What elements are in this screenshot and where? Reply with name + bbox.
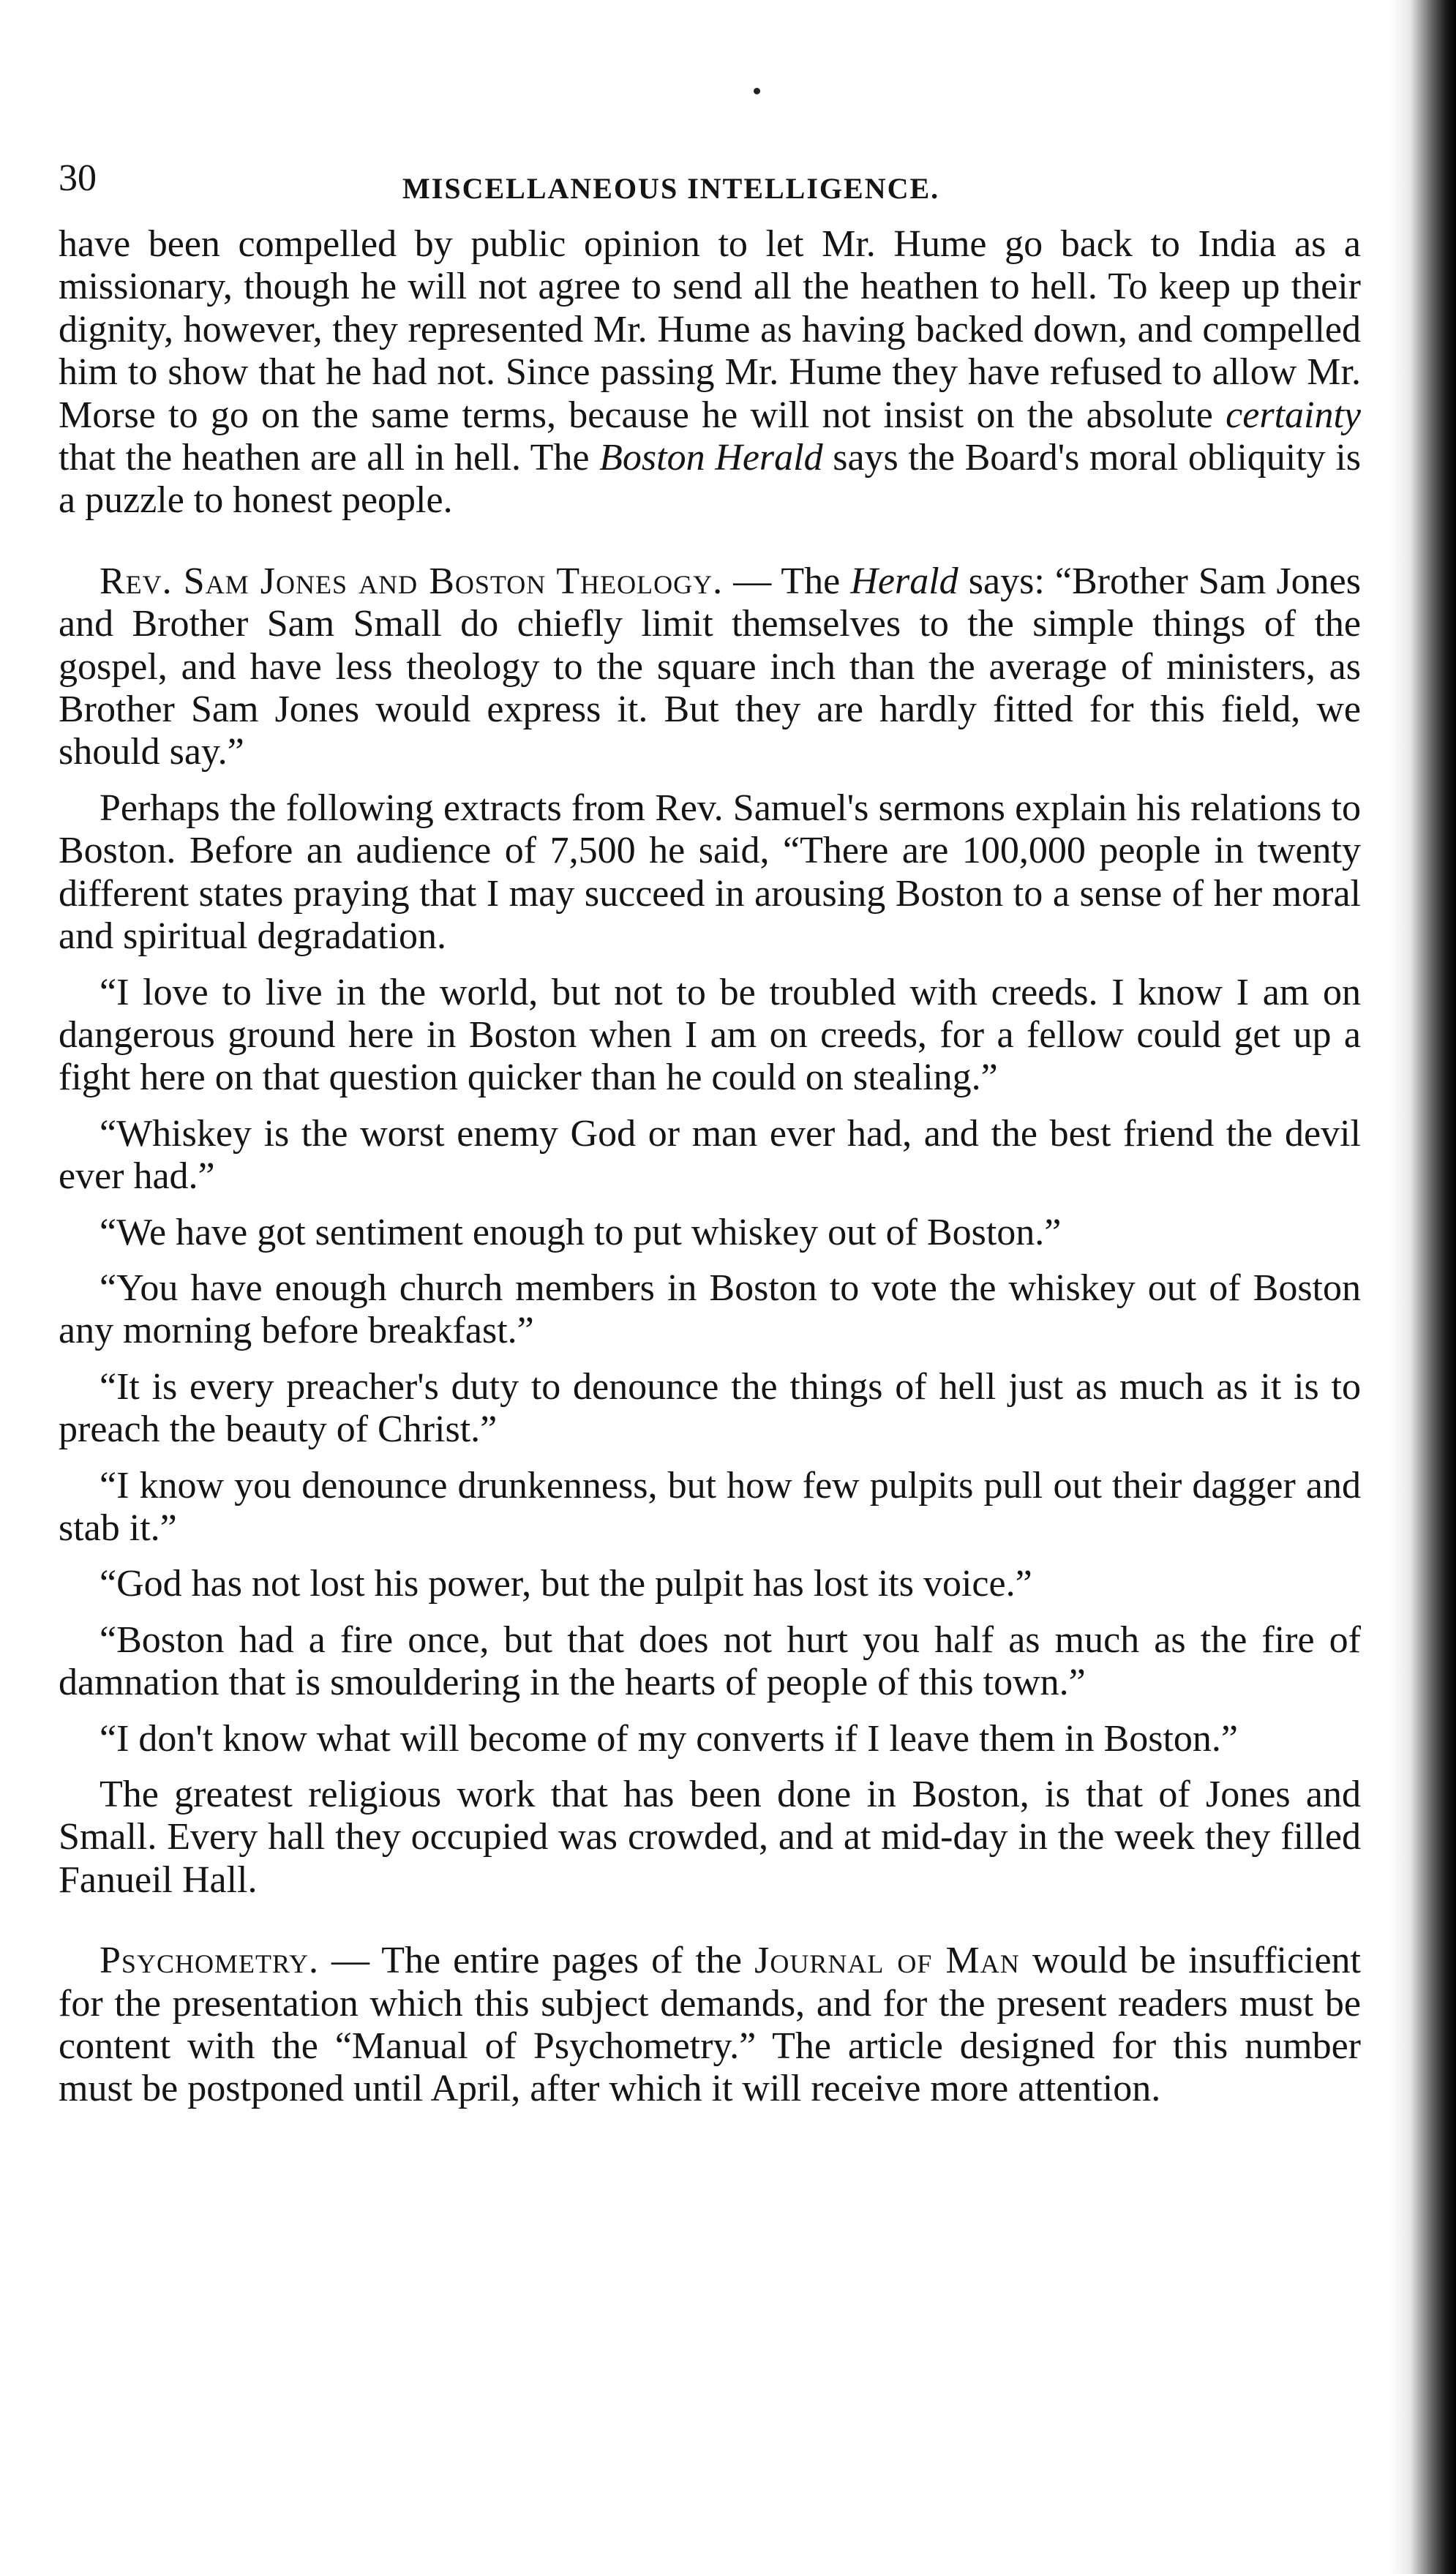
section-psychometry-text-b: would be insufficient for the presentation which this subject demands, and for the present readers must be content with the “Manual of Psychometry.” The article designed for this number must be postponed until April, after which it will receive more attention. bbox=[59, 1940, 1362, 2110]
section-psychometry bbox=[59, 1940, 1361, 2111]
running-title: MISCELLANEOUS INTELLIGENCE. bbox=[402, 172, 940, 205]
sermon-quote: “I love to live in the world, but not to be troubled with creeds. I know I am on dangerous ground here in Boston when I am on creeds, for a fellow could get up a fight here on that question quicker than he could on stealing.” bbox=[59, 971, 1361, 1099]
sermon-quote: “We have got sentiment enough to put whiskey out of Boston.” bbox=[100, 1211, 1062, 1253]
paragraph-board-text-c: says the Board's moral obliquity is a puzzle to honest people. bbox=[59, 437, 1362, 522]
section-heading-sam-jones: Rev. Sam Jones and Boston Theology. bbox=[100, 560, 724, 602]
section-sam-jones-text-a: — The bbox=[723, 560, 851, 602]
journal-title: Journal of Man bbox=[754, 1940, 1020, 1982]
scanned-page-edge bbox=[1390, 0, 1456, 2574]
sermon-quote: “It is every preacher's duty to denounce the things of hell just as much as it is to preach the beauty of Christ.” bbox=[59, 1365, 1361, 1451]
page-content bbox=[59, 157, 1361, 2111]
sermon-quote: “Boston had a fire once, but that does not hurt you half as much as the fire of damnation that is smouldering in the hearts of people of this town.” bbox=[59, 1618, 1361, 1704]
sermon-quote: “God has not lost his power, but the pulpit has lost its voice.” bbox=[100, 1563, 1032, 1605]
sermon-quote: “Whiskey is the worst enemy God or man ever had, and the best friend the devil ever had.” bbox=[59, 1112, 1361, 1198]
paragraph-board-text-a: have been compelled by public opinion to let Mr. Hume go back to India as a missionary, though he will not agree to send all the heathen to hell. To keep up their dignity, however, they represented Mr. Hume as having backed down, and compelled him to show that he had not. Since passing Mr. Hume they have refused to allow Mr. Morse to go on the same terms, because he will not insist on the absolute bbox=[59, 223, 1361, 436]
paragraph-board bbox=[59, 223, 1361, 522]
page-number: 30 bbox=[59, 157, 97, 199]
emphasis-boston-herald: Boston Herald bbox=[599, 437, 823, 479]
section-psychometry-text-a: — The entire pages of the bbox=[318, 1940, 755, 1982]
paragraph-greatest-work: The greatest religious work that has been done in Boston, is that of Jones and Small. Every hall they occupied was crowded, and at mid-day in the week they filled Fanueil Hall. bbox=[59, 1774, 1361, 1901]
sermon-quote: “You have enough church members in Boston to vote the whiskey out of Boston any morning before breakfast.” bbox=[59, 1267, 1361, 1352]
section-sam-jones bbox=[59, 560, 1361, 774]
emphasis-herald: Herald bbox=[850, 560, 958, 602]
scan-speck bbox=[754, 88, 760, 94]
section-sam-jones-text-b: says: “Brother Sam Jones and Brother Sam Small do chiefly limit themselves to the simple things of the gospel, and have less theology to the square inch than the average of ministers, as Brother Sam Jones would express it. But they are hardly fitted for this field, we should say.” bbox=[59, 560, 1361, 773]
paragraph-board-text-b: that the heathen are all in hell. The bbox=[59, 437, 600, 479]
paragraph-extracts-intro: Perhaps the following extracts from Rev. Samuel's sermons explain his relations to Boston. Before an audience of 7,500 he said, “There are 100,000 people in twenty different states praying that I may succeed in arousing Boston to a sense of her moral and spiritual degradation. bbox=[59, 787, 1361, 958]
section-heading-psychometry: Psychometry. bbox=[100, 1940, 319, 1982]
sermon-quote: “I know you denounce drunkenness, but how few pulpits pull out their dagger and stab it.” bbox=[59, 1464, 1361, 1549]
emphasis-certainty: certainty bbox=[1226, 394, 1361, 436]
running-head bbox=[59, 157, 1361, 223]
sermon-quote: “I don't know what will become of my converts if I leave them in Boston.” bbox=[100, 1717, 1238, 1760]
